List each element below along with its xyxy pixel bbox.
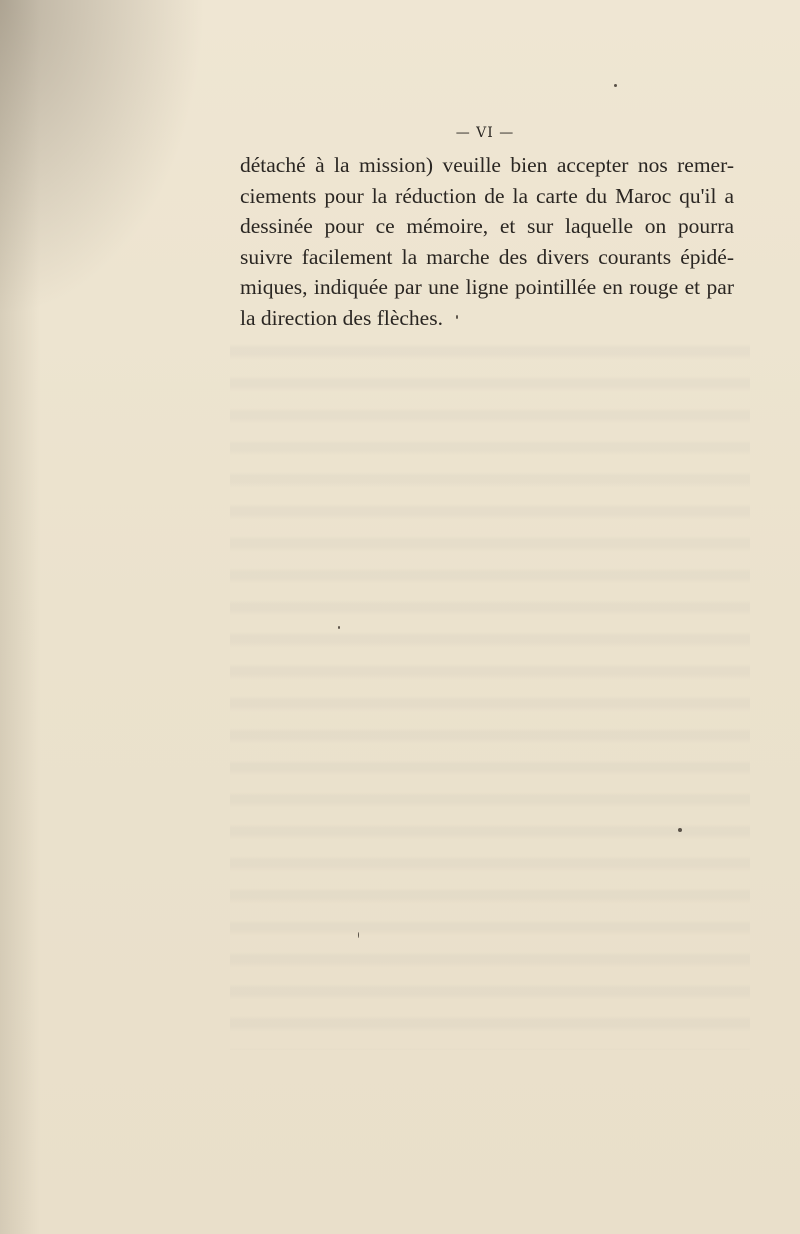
paper-speck (358, 932, 359, 938)
paper-speck (678, 828, 682, 832)
paper-speck (614, 84, 617, 87)
text-line: ciements pour la réduction de la carte du Maroc qu'il a (240, 183, 734, 208)
text-line: dessinée pour ce mémoire, et sur laquelle on pourra (240, 214, 734, 238)
text-line: suivre facilement la marche des divers courants épidé- (240, 244, 734, 269)
text-line: détaché à la mission) veuille bien accepter nos remer- (240, 153, 734, 177)
text-line: miques, indiquée par une ligne pointillée en rouge et par (240, 275, 734, 299)
paper-speck (456, 315, 458, 319)
paper-speck (338, 626, 340, 629)
body-paragraph (240, 150, 734, 333)
text-line: la direction des flèches. (240, 305, 443, 330)
show-through-text (230, 330, 750, 1050)
page-number: — VI — (455, 125, 515, 141)
